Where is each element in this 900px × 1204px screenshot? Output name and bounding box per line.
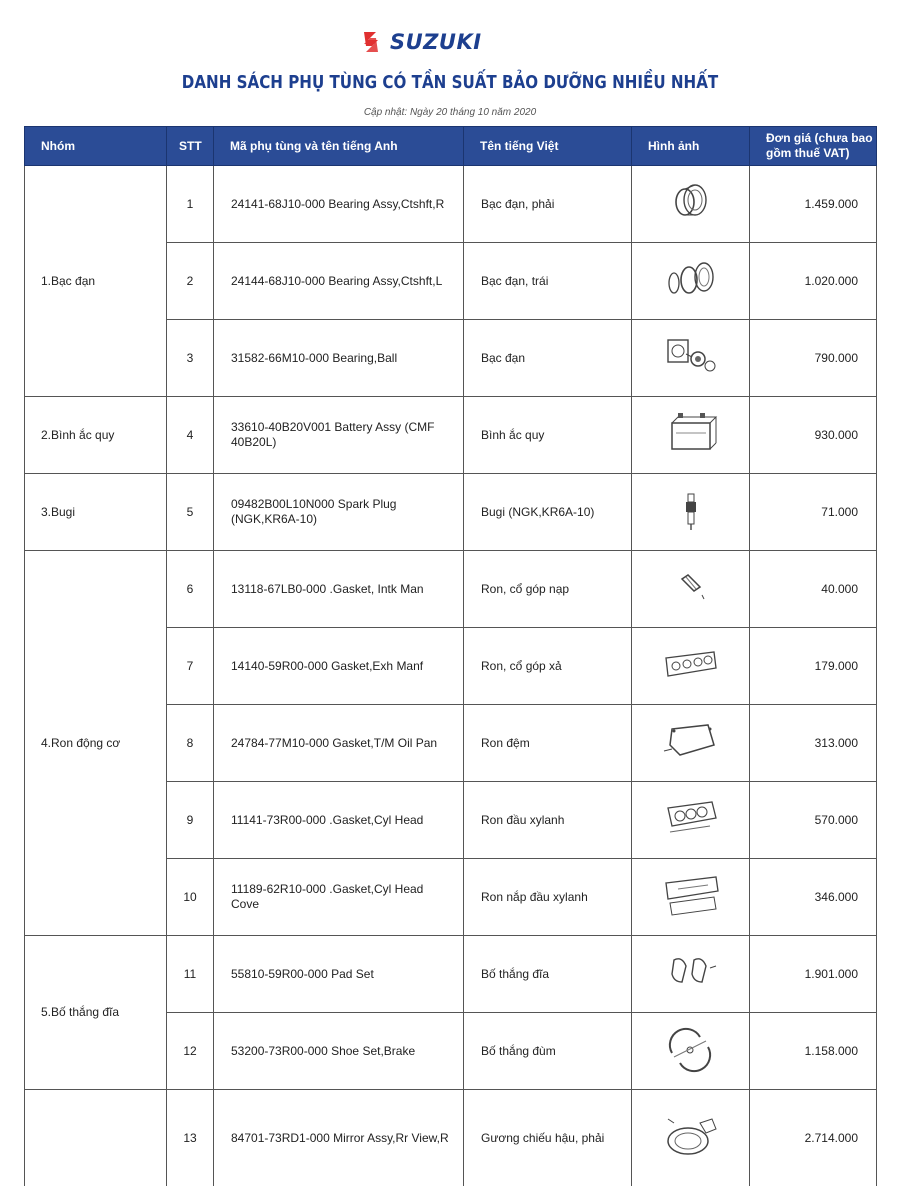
part-code-english-cell: 13118-67LB0-000 .Gasket, Intk Man — [214, 551, 464, 628]
part-code-english-cell: 11141-73R00-000 .Gasket,Cyl Head — [214, 782, 464, 859]
vietnamese-name-cell: Bạc đạn — [464, 320, 632, 397]
vietnamese-name-cell: Bố thắng đĩa — [464, 936, 632, 1013]
brand-name: SUZUKI — [390, 30, 482, 54]
part-code-english-cell: 53200-73R00-000 Shoe Set,Brake — [214, 1013, 464, 1090]
table-body — [25, 166, 877, 1188]
stt-cell: 1 — [167, 166, 214, 243]
table-row — [25, 936, 877, 1013]
vietnamese-name-cell: Gương chiếu hậu, phải — [464, 1090, 632, 1188]
price-cell: 313.000 — [750, 705, 877, 782]
vietnamese-name-cell: Ron nắp đầu xylanh — [464, 859, 632, 936]
spark-plug-icon — [660, 484, 722, 536]
price-cell: 570.000 — [750, 782, 877, 859]
table-row — [25, 474, 877, 551]
stt-cell: 9 — [167, 782, 214, 859]
stt-cell: 2 — [167, 243, 214, 320]
brake-shoe-icon — [660, 1023, 722, 1075]
part-image-cell — [632, 166, 750, 243]
part-code-english-cell: 09482B00L10N000 Spark Plug (NGK,KR6A-10) — [214, 474, 464, 551]
part-image-cell — [632, 397, 750, 474]
group-name-cell: 1.Bạc đạn — [25, 166, 167, 397]
price-cell: 2.714.000 — [750, 1090, 877, 1188]
part-image-cell — [632, 320, 750, 397]
stt-cell: 3 — [167, 320, 214, 397]
table-row — [25, 397, 877, 474]
part-image-cell — [632, 243, 750, 320]
exhaust-gasket-icon — [660, 638, 722, 690]
page-bottom-edge — [0, 1186, 900, 1204]
table-header-row — [25, 127, 877, 166]
price-cell: 346.000 — [750, 859, 877, 936]
update-date: Cập nhật: Ngày 20 tháng 10 năm 2020 — [363, 107, 537, 118]
group-name-cell: 3.Bugi — [25, 474, 167, 551]
col-header-image: Hình ảnh — [632, 127, 750, 166]
group-name-cell: 5.Bố thắng đĩa — [25, 936, 167, 1090]
suzuki-logo — [358, 28, 482, 56]
group-name-cell — [25, 1090, 167, 1188]
part-code-english-cell: 33610-40B20V001 Battery Assy (CMF 40B20L) — [214, 397, 464, 474]
bearing-exploded-icon — [660, 253, 722, 305]
price-cell: 930.000 — [750, 397, 877, 474]
part-code-english-cell: 11189-62R10-000 .Gasket,Cyl Head Cove — [214, 859, 464, 936]
stt-cell: 7 — [167, 628, 214, 705]
ball-bearing-icon — [660, 330, 722, 382]
head-gasket-icon — [660, 792, 722, 844]
vietnamese-name-cell: Ron đệm — [464, 705, 632, 782]
battery-icon — [660, 407, 722, 459]
vietnamese-name-cell: Bạc đạn, trái — [464, 243, 632, 320]
stt-cell: 6 — [167, 551, 214, 628]
brake-pad-icon — [660, 946, 722, 998]
col-header-code-english: Mã phụ tùng và tên tiếng Anh — [214, 127, 464, 166]
col-header-vietnamese: Tên tiếng Việt — [464, 127, 632, 166]
table-row — [25, 166, 877, 243]
group-name-cell: 4.Ron động cơ — [25, 551, 167, 936]
vietnamese-name-cell: Bugi (NGK,KR6A-10) — [464, 474, 632, 551]
price-cell: 790.000 — [750, 320, 877, 397]
part-image-cell — [632, 1013, 750, 1090]
suzuki-s-logo-icon — [358, 29, 384, 55]
page-title: DANH SÁCH PHỤ TÙNG CÓ TẦN SUẤT BẢO DƯỠNG NHIỀU NHẤT — [181, 72, 719, 93]
stt-cell: 10 — [167, 859, 214, 936]
price-cell: 1.158.000 — [750, 1013, 877, 1090]
vietnamese-name-cell: Bạc đạn, phải — [464, 166, 632, 243]
group-name-cell: 2.Bình ắc quy — [25, 397, 167, 474]
price-cell: 40.000 — [750, 551, 877, 628]
vietnamese-name-cell: Ron đầu xylanh — [464, 782, 632, 859]
stt-cell: 13 — [167, 1090, 214, 1188]
part-code-english-cell: 84701-73RD1-000 Mirror Assy,Rr View,R — [214, 1090, 464, 1188]
table-row — [25, 551, 877, 628]
part-code-english-cell: 24141-68J10-000 Bearing Assy,Ctshft,R — [214, 166, 464, 243]
vietnamese-name-cell: Bình ắc quy — [464, 397, 632, 474]
stt-cell: 5 — [167, 474, 214, 551]
part-image-cell — [632, 936, 750, 1013]
col-header-group: Nhóm — [25, 127, 167, 166]
price-cell: 1.020.000 — [750, 243, 877, 320]
part-code-english-cell: 24144-68J10-000 Bearing Assy,Ctshft,L — [214, 243, 464, 320]
cover-gasket-icon — [660, 869, 722, 921]
price-cell: 1.459.000 — [750, 166, 877, 243]
stt-cell: 11 — [167, 936, 214, 1013]
parts-table — [24, 126, 877, 1188]
mirror-icon — [660, 1111, 722, 1163]
stt-cell: 4 — [167, 397, 214, 474]
part-image-cell — [632, 551, 750, 628]
part-image-cell — [632, 474, 750, 551]
part-code-english-cell: 31582-66M10-000 Bearing,Ball — [214, 320, 464, 397]
stt-cell: 8 — [167, 705, 214, 782]
part-image-cell — [632, 705, 750, 782]
part-image-cell — [632, 1090, 750, 1188]
stt-cell: 12 — [167, 1013, 214, 1090]
part-code-english-cell: 24784-77M10-000 Gasket,T/M Oil Pan — [214, 705, 464, 782]
vietnamese-name-cell: Ron, cổ góp nạp — [464, 551, 632, 628]
vietnamese-name-cell: Bố thắng đùm — [464, 1013, 632, 1090]
part-code-english-cell: 14140-59R00-000 Gasket,Exh Manf — [214, 628, 464, 705]
part-code-english-cell: 55810-59R00-000 Pad Set — [214, 936, 464, 1013]
col-header-price: Đơn giá (chưa bao gồm thuế VAT) — [750, 127, 877, 166]
price-cell: 71.000 — [750, 474, 877, 551]
part-image-cell — [632, 628, 750, 705]
part-image-cell — [632, 859, 750, 936]
col-header-stt: STT — [167, 127, 214, 166]
part-image-cell — [632, 782, 750, 859]
price-cell: 179.000 — [750, 628, 877, 705]
table-row — [25, 1090, 877, 1188]
vietnamese-name-cell: Ron, cổ góp xả — [464, 628, 632, 705]
bearing-ring-icon — [660, 176, 722, 228]
price-cell: 1.901.000 — [750, 936, 877, 1013]
oil-pan-gasket-icon — [660, 715, 722, 767]
small-gasket-icon — [660, 561, 722, 613]
